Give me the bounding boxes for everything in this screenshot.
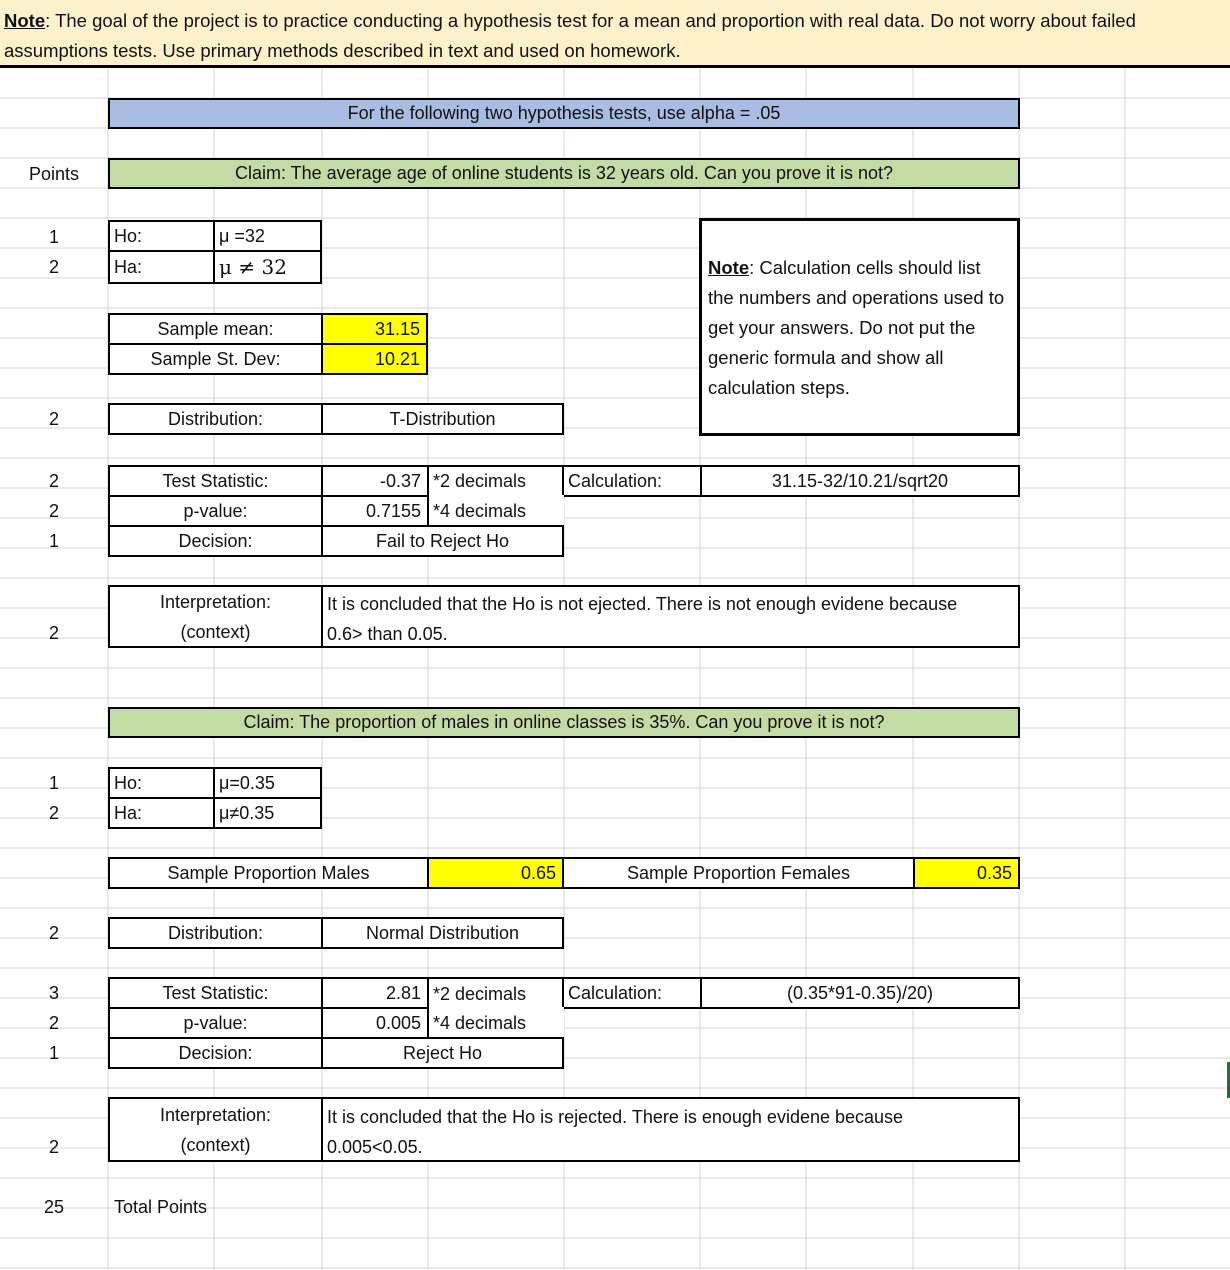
t2-ha-label[interactable]: Ha: bbox=[108, 797, 215, 829]
t1-interp-label bbox=[108, 585, 323, 648]
t1-ha-label[interactable]: Ha: bbox=[108, 250, 215, 284]
t2-pvalue-note: *4 decimals bbox=[428, 1007, 564, 1039]
t2-prop-females-input[interactable]: 0.35 bbox=[913, 857, 1020, 889]
t1-pvalue-label: p-value: bbox=[108, 495, 323, 527]
t1-ha-value[interactable]: μ ≠ 32 bbox=[213, 250, 322, 284]
t2-distribution-value[interactable]: Normal Distribution bbox=[321, 917, 564, 949]
t1-interp-label-line1: Interpretation: bbox=[159, 591, 272, 612]
t1-distribution-label: Distribution: bbox=[108, 403, 323, 435]
t2-distribution-label: Distribution: bbox=[108, 917, 323, 949]
t1-calc-label: Calculation: bbox=[562, 465, 702, 497]
t2-ha-value[interactable]: μ≠0.35 bbox=[213, 797, 322, 829]
points-header: Points bbox=[28, 164, 80, 184]
t1-test-stat-value[interactable]: -0.37 bbox=[321, 465, 428, 497]
top-note-text: : The goal of the project is to practice conducting a hypothesis test for a mean and proportion with real data. Do not worry about failed assumptions tests. Use primary methods described in text and used on homework. bbox=[4, 10, 1136, 61]
t1-distribution-value[interactable]: T-Distribution bbox=[321, 403, 564, 435]
points-t1-interp: 2 bbox=[48, 623, 59, 643]
t1-pvalue-value[interactable]: 0.7155 bbox=[321, 495, 428, 527]
side-note-label: Note bbox=[708, 257, 750, 278]
t2-test-stat-label: Test Statistic: bbox=[108, 977, 323, 1009]
t1-interpretation-value[interactable]: It is concluded that the Ho is not ejected. There is not enough evidene because 0.6> than 0.05. bbox=[321, 585, 1020, 648]
t2-prop-males-label: Sample Proportion Males bbox=[108, 857, 429, 889]
claim-1: Claim: The average age of online students is 32 years old. Can you prove it is not? bbox=[108, 158, 1020, 189]
points-t2-ha: 2 bbox=[48, 803, 59, 823]
t1-sample-mean-input[interactable]: 31.15 bbox=[321, 313, 428, 345]
t1-decision-label: Decision: bbox=[108, 525, 323, 557]
t2-ho-value[interactable]: μ=0.35 bbox=[213, 767, 322, 799]
t1-calculation-value[interactable]: 31.15-32/10.21/sqrt20 bbox=[700, 465, 1020, 497]
points-t1-ha: 2 bbox=[48, 257, 59, 277]
t2-decision-value[interactable]: Reject Ho bbox=[321, 1037, 564, 1069]
side-note bbox=[699, 218, 1020, 436]
t1-test-stat-label: Test Statistic: bbox=[108, 465, 323, 497]
t2-interp-label-line2: (context) bbox=[180, 1134, 251, 1155]
t1-decision-value[interactable]: Fail to Reject Ho bbox=[321, 525, 564, 557]
t1-interp-label-line2: (context) bbox=[180, 621, 251, 642]
t2-pvalue-value[interactable]: 0.005 bbox=[321, 1007, 428, 1039]
t2-interp-label bbox=[108, 1097, 323, 1162]
t2-pvalue-label: p-value: bbox=[108, 1007, 323, 1039]
points-t1-pval: 2 bbox=[48, 501, 59, 521]
t2-prop-females-label: Sample Proportion Females bbox=[562, 857, 915, 889]
points-total: 25 bbox=[43, 1197, 65, 1217]
points-t1-ho: 1 bbox=[48, 227, 59, 247]
t1-test-stat-note: *2 decimals bbox=[428, 465, 564, 497]
t2-test-stat-note: *2 decimals bbox=[428, 977, 564, 1009]
t1-ho-value[interactable]: μ =32 bbox=[213, 220, 322, 252]
points-t1-dist: 2 bbox=[48, 409, 59, 429]
points-t2-dec: 1 bbox=[48, 1043, 59, 1063]
alpha-header: For the following two hypothesis tests, use alpha = .05 bbox=[108, 98, 1020, 129]
t2-interpretation-value[interactable]: It is concluded that the Ho is rejected. There is enough evidene because 0.005<0.05. bbox=[321, 1097, 1020, 1162]
points-t1-stat: 2 bbox=[48, 471, 59, 491]
points-t2-dist: 2 bbox=[48, 923, 59, 943]
total-points-label: Total Points bbox=[114, 1196, 208, 1217]
t1-sample-mean-label: Sample mean: bbox=[108, 313, 323, 345]
t2-test-stat-value[interactable]: 2.81 bbox=[321, 977, 428, 1009]
t2-decision-label: Decision: bbox=[108, 1037, 323, 1069]
top-note bbox=[0, 0, 1230, 68]
t1-sample-sd-label: Sample St. Dev: bbox=[108, 343, 323, 375]
t2-calculation-value[interactable]: (0.35*91-0.35)/20) bbox=[700, 977, 1020, 1009]
claim-2: Claim: The proportion of males in online classes is 35%. Can you prove it is not? bbox=[108, 707, 1020, 738]
points-t1-dec: 1 bbox=[48, 531, 59, 551]
side-note-text: : Calculation cells should list the numbers and operations used to get your answers. Do not put the generic formula and show all calculation steps. bbox=[708, 257, 1005, 398]
t2-prop-males-input[interactable]: 0.65 bbox=[427, 857, 564, 889]
points-t2-ho: 1 bbox=[48, 773, 59, 793]
points-t2-stat: 3 bbox=[48, 983, 59, 1003]
t2-calc-label: Calculation: bbox=[562, 977, 702, 1009]
t2-interp-label-line1: Interpretation: bbox=[159, 1104, 272, 1125]
top-note-label: Note bbox=[4, 10, 46, 31]
t1-sample-sd-input[interactable]: 10.21 bbox=[321, 343, 428, 375]
points-t2-interp: 2 bbox=[48, 1137, 59, 1157]
t1-ho-label[interactable]: Ho: bbox=[108, 220, 215, 252]
t1-pvalue-note: *4 decimals bbox=[428, 495, 564, 527]
t2-ho-label[interactable]: Ho: bbox=[108, 767, 215, 799]
points-t2-pval: 2 bbox=[48, 1013, 59, 1033]
